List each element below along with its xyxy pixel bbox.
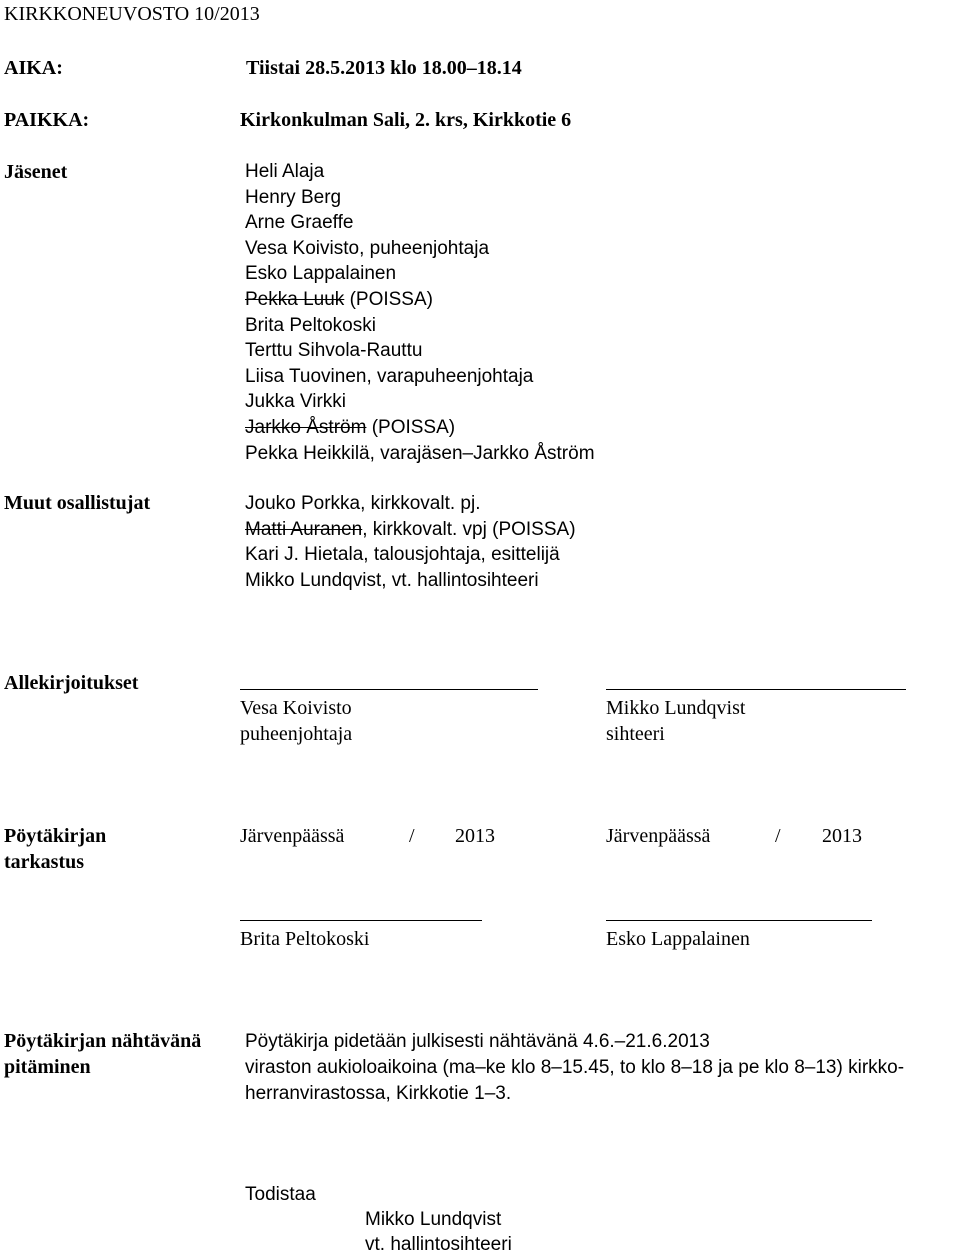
aika-label: AIKA: [4, 57, 63, 79]
member-item: Vesa Koivisto, puheenjohtaja [245, 237, 490, 259]
member-item: Arne Graeffe [245, 212, 354, 234]
display-text-line1: Pöytäkirja pidetään julkisesti nähtävänä 4.6.–21.6.2013 [245, 1031, 710, 1052]
chair-role: puheenjohtaja [240, 723, 353, 745]
display-label-line2: pitäminen [4, 1056, 91, 1078]
review-label-line2: tarkastus [4, 851, 85, 873]
members-list [245, 159, 595, 466]
chair-name: Vesa Koivisto [240, 697, 352, 719]
review-year-left: 2013 [455, 825, 495, 847]
document-title: KIRKKONEUVOSTO 10/2013 [4, 3, 260, 25]
certify-name: Mikko Lundqvist [365, 1209, 502, 1230]
signature-line-reviewer-right [606, 920, 872, 921]
certify-role: vt. hallintosihteeri [365, 1234, 512, 1255]
others-label: Muut osallistujat [4, 492, 151, 514]
participant-item-absent: Matti Auranen, kirkkovalt. vpj (POISSA) [245, 518, 576, 540]
members-label: Jäsenet [4, 161, 68, 183]
member-item: Esko Lappalainen [245, 263, 397, 285]
review-place-left: Järvenpäässä [240, 825, 345, 847]
struck-name: Jarkko Åström [245, 416, 367, 438]
display-label-line1: Pöytäkirjan nähtävänä [4, 1030, 202, 1052]
paikka-label: PAIKKA: [4, 109, 90, 131]
member-item: Terttu Sihvola-Rauttu [245, 340, 423, 362]
signature-line-chair [240, 689, 538, 690]
display-text-line2: viraston aukioloaikoina (ma–ke klo 8–15.45, to klo 8–18 ja pe klo 8–13) kirkko- [245, 1057, 905, 1078]
participant-item: Mikko Lundqvist, vt. hallintosihteeri [245, 569, 539, 591]
member-item-absent: Pekka Luuk (POISSA) [245, 288, 433, 310]
struck-name: Matti Auranen [245, 518, 363, 540]
member-item: Henry Berg [245, 186, 342, 208]
member-item: Liisa Tuovinen, varapuheenjohtaja [245, 365, 534, 387]
signatures-label: Allekirjoitukset [4, 672, 139, 694]
reviewer-left-name: Brita Peltokoski [240, 928, 370, 950]
struck-name: Pekka Luuk [245, 288, 345, 310]
paikka-value: Kirkonkulman Sali, 2. krs, Kirkkotie 6 [240, 109, 572, 131]
review-slash-right: / [775, 825, 781, 847]
review-place-right: Järvenpäässä [606, 825, 711, 847]
aika-value: Tiistai 28.5.2013 klo 18.00–18.14 [246, 57, 522, 79]
signature-line-secretary [606, 689, 906, 690]
secretary-name: Mikko Lundqvist [606, 697, 746, 719]
secretary-role: sihteeri [606, 723, 665, 745]
member-item: Heli Alaja [245, 161, 325, 182]
signature-line-reviewer-left [240, 920, 482, 921]
others-list [245, 491, 576, 593]
display-text-line3: herranvirastossa, Kirkkotie 1–3. [245, 1083, 512, 1104]
member-item-absent: Jarkko Åström (POISSA) [245, 416, 456, 438]
member-item: Pekka Heikkilä, varajäsen–Jarkko Åström [245, 442, 595, 464]
member-item: Jukka Virkki [245, 391, 347, 413]
review-year-right: 2013 [822, 825, 862, 847]
review-label-line1: Pöytäkirjan [4, 825, 107, 847]
member-item: Brita Peltokoski [245, 314, 376, 336]
certify-label: Todistaa [245, 1184, 316, 1205]
participant-item: Jouko Porkka, kirkkovalt. pj. [245, 493, 481, 514]
reviewer-right-name: Esko Lappalainen [606, 928, 750, 950]
review-slash-left: / [409, 825, 415, 847]
participant-item: Kari J. Hietala, talousjohtaja, esittelijä [245, 544, 560, 566]
